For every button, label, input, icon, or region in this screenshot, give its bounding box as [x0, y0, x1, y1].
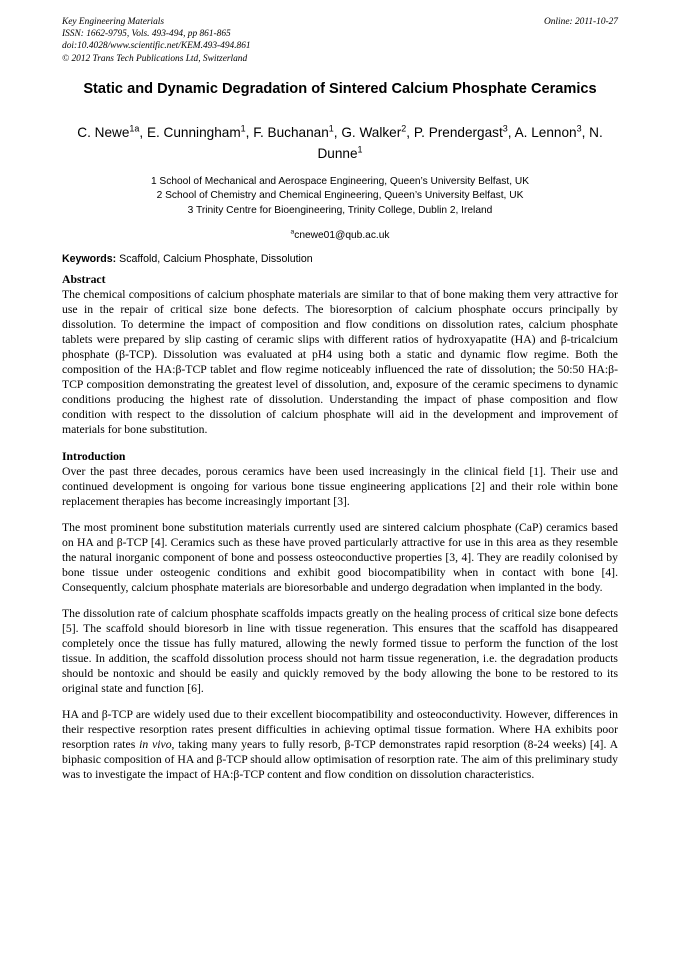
- journal-doi-line: doi:10.4028/www.scientific.net/KEM.493-494.861: [62, 41, 251, 52]
- journal-issn-line: ISSN: 1662-9795, Vols. 493-494, pp 861-865: [62, 29, 231, 40]
- author-name: F. Buchanan: [253, 125, 329, 140]
- keywords-line: [62, 252, 618, 266]
- author-name: N. Dunne: [317, 125, 603, 161]
- keywords-value: Scaffold, Calcium Phosphate, Dissolution: [119, 253, 313, 265]
- introduction-paragraph-1: Over the past three decades, porous ceramics have been used increasingly in the clinical field [1]. Their use and continued development is ongoing for various bone tissue engineering applications [2] and their role within bone replacement therapies has become increasingly important [3].: [62, 464, 618, 508]
- author-name: C. Newe: [77, 125, 130, 140]
- journal-header: [62, 16, 618, 65]
- introduction-heading: Introduction: [62, 449, 126, 463]
- author-affiliation-marker: 2: [401, 123, 407, 134]
- email-affiliation-marker: a: [290, 228, 295, 236]
- introduction-paragraph-2: The most prominent bone substitution materials currently used are sintered calcium phosphate (CaP) ceramics based on HA and β-TCP [4]. Ceramics such as these have proved particularly attractive for use in this area as they resemble the natural inorganic component of bone and possess osteoconductive properties [3, 4]. They are readily colonised by bone tissue under osteogenic conditions and exhibit good biocompatibility when in contact with bone [4]. Consequently, calcium phosphate materials are bioresorbable and undergo degradation when implanted in the body.: [62, 520, 618, 594]
- intro-p4-part-a: HA and β-TCP are widely used due to their excellent biocompatibility and osteoconductivity. However, differences in their respective resorption rates present difficulties in achieving optimal tissue formation. Where HA exhibits poor resorption rates: [62, 708, 618, 752]
- abstract-heading: Abstract: [62, 273, 106, 286]
- keywords-label: Keywords:: [62, 253, 117, 265]
- journal-name: Key Engineering Materials: [62, 17, 165, 27]
- introduction-paragraph-4: [62, 707, 618, 782]
- intro-p4-part-b: , taking many years to fully resorb, β-TCP demonstrates rapid resorption (8-24 weeks) [4]. A biphasic composition of HA and β-TCP should allow optimisation of resorption rate. The aim of this preliminary study was to investigate the impact of HA:β-TCP content and flow condition on dissolution characteristics.: [62, 738, 619, 782]
- affiliation-line: 1 School of Mechanical and Aerospace Engineering, Queen’s University Belfast, UK: [150, 176, 530, 187]
- affiliation-list: [62, 175, 618, 218]
- author-separator: ,: [581, 125, 590, 140]
- journal-copyright-line: © 2012 Trans Tech Publications Ltd, Switzerland: [62, 53, 248, 64]
- author-affiliation-marker: 1: [328, 123, 334, 134]
- author-separator: ,: [507, 125, 515, 140]
- author-name: G. Walker: [341, 125, 402, 140]
- introduction-paragraph-3: The dissolution rate of calcium phosphate scaffolds impacts greatly on the healing process of critical size bone defects [5]. The scaffold should bioresorb in line with tissue regeneration. This ensures that the scaffold has disappeared completely once the tissue has fully matured, allowing the newly formed tissue to perform the function of the lost tissue. In addition, the scaffold dissolution process should not harm tissue regeneration, i.e. the degradation products should be nontoxic and should be easily and quickly removed by the body allowing the bone to be restored to its original state and function [6].: [62, 606, 618, 696]
- author-separator: ,: [139, 125, 147, 140]
- author-name: E. Cunningham: [146, 125, 241, 140]
- affiliation-line: 3 Trinity Centre for Bioengineering, Trinity College, Dublin 2, Ireland: [187, 204, 493, 216]
- email-address[interactable]: cnewe01@qub.ac.uk: [294, 230, 390, 241]
- journal-online-date: Online: 2011-10-27: [543, 17, 618, 27]
- journal-header-top-row: [62, 16, 618, 28]
- author-affiliation-marker: 1: [240, 123, 246, 134]
- author-list: [62, 122, 618, 164]
- author-name: A. Lennon: [514, 125, 577, 140]
- author-affiliation-marker: 3: [502, 123, 508, 134]
- corresponding-email: [62, 229, 618, 243]
- author-affiliation-marker: 3: [576, 123, 582, 134]
- author-affiliation-marker: 1a: [129, 123, 140, 134]
- author-separator: ,: [333, 125, 342, 140]
- author-name: P. Prendergast: [413, 125, 503, 140]
- author-separator: ,: [406, 125, 414, 140]
- article-title: Static and Dynamic Degradation of Sintered Calcium Phosphate Ceramics: [83, 81, 597, 97]
- affiliation-line: 2 School of Chemistry and Chemical Engineering, Queen’s University Belfast, UK: [156, 190, 524, 202]
- author-separator: ,: [245, 125, 254, 140]
- article-body: [62, 272, 618, 782]
- intro-p4-italic-term: in vivo: [139, 738, 172, 752]
- abstract-paragraph: The chemical compositions of calcium phosphate materials are similar to that of bone making them very attractive for use in the repair of critical size bone defects. The bioresorption of calcium phosphate occurs principally by dissolution. To determine the impact of composition and flow conditions on dissolution rates, calcium phosphate tablets were prepared by slip casting of ceramic slips with different ratios of hydroxyapatite (HA) and β-tricalcium phosphate (β-TCP). Dissolution was evaluated at pH4 using both a static and dynamic flow regime. Both the composition of the HA:β-TCP tablet and flow regime noticeably influenced the rate of dissolution; the 50:50 HA:β-TCP composition demonstrating the greatest level of dissolution, and, exposure of the ceramic specimens to dynamic conditions producing the highest rate of dissolution. Understanding the impact of phase composition and flow condition with respect to the dissolution of calcium phosphate will aid in the development and improvement of materials for bone substitution.: [62, 288, 618, 437]
- author-affiliation-marker: 1: [357, 144, 363, 155]
